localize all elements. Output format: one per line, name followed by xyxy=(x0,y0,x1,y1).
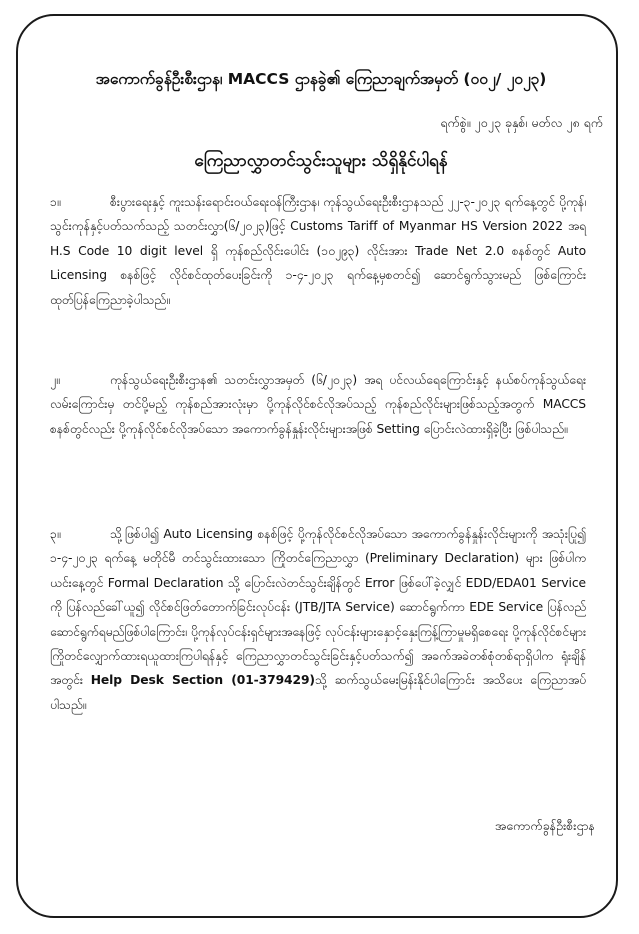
paragraph-number: ၃။ xyxy=(50,527,61,541)
announcement-title: ကြေညာလွှာတင်သွင်းသူများ သိရှိနိုင်ပါရန် xyxy=(194,151,448,171)
paragraph-text-end: သို့ ဆက်သွယ်မေးမြန်းနိုင်ပါကြောင်း အသိပေး ကြေညာအပ်ပါသည်။ xyxy=(50,673,586,712)
paragraph-2 xyxy=(50,368,586,441)
paragraph-1 xyxy=(50,190,586,312)
signature: အကောက်ခွန်ဦးစီးဌာန xyxy=(494,818,595,833)
paragraph-number: ၁။ xyxy=(50,195,61,209)
paragraph-text: စီးပွားရေးနှင့် ကူးသန်းရောင်းဝယ်ရေးဝန်ကြီးဌာန၊ ကုန်သွယ်ရေးဦးစီးဌာနသည် ၂၂-၃-၂၀၂၃ ရက်နေ့တွင် ပို့ကုန်၊ သွင်းကုန်နှင့်ပတ်သက်သည့် သတင်းလွှာ(၆/၂၀၂၃)ဖြင့် Customs Tariff of Myanmar HS Version 2022 အရ H.S Code 10 digit level ရှိ ကုန်စည်လိုင်းပေါင်း (၁၀၂၉၃) လိုင်းအား Trade Net 2.0 စနစ်တွင် Auto Licensing စနစ်ဖြင့် လိုင်စင်ထုတ်ပေးခြင်းကို ၁-၄-၂၀၂၃ ရက်နေ့မှစတင်၍ ဆောင်ရွက်သွားမည် ဖြစ်ကြောင်း ထုတ်ပြန်ကြေညာခဲ့ပါသည်။ xyxy=(50,195,586,307)
announcement-date: ရက်စွဲ။ ၂၀၂၃ ခုနှစ်၊ မတ်လ ၂၈ ရက် xyxy=(440,115,603,130)
paragraph-text: သို့ဖြစ်ပါ၍ Auto Licensing စနစ်ဖြင့် ပို့ကုန်လိုင်စင်လိုအပ်သော အကောက်ခွန်နှုန်းလိုင်းများကို အသုံးပြု၍ ၁-၄-၂၀၂၃ ရက်နေ့ မတိုင်မီ တင်သွင်းထားသော ကြိုတင်ကြေညာလွှာ (Preliminary Declaration) များ ဖြစ်ပါက ယင်းနေ့တွင် Formal Declaration သို့ ပြောင်းလဲတင်သွင်းချိန်တွင် Error ဖြစ်ပေါ်ခဲ့လျှင် EDD/EDA01 Service ကို ပြန်လည်ခေါ်ယူ၍ လိုင်စင်ဖြတ်တောက်ခြင်းလုပ်ငန်း (JTB/JTA Service) ဆောင်ရွက်ကာ EDE Service ပြန်လည်ဆောင်ရွက်ရမည်ဖြစ်ပါကြောင်း၊ ပို့ကုန်လုပ်ငန်းရှင်များအနေဖြင့် လုပ်ငန်းများနှောင့်နှေးကြန့်ကြာမှုမရှိစေရေး ပို့ကုန်လိုင်စင်များ ကြိုတင်လျှောက်ထားရယူထားကြပါရန်နှင့် ကြေညာလွှာတင်သွင်းခြင်းနှင့်ပတ်သက်၍ အခက်အခဲတစ်စုံတစ်ရာရှိပါက ရုံးချိန်အတွင်း xyxy=(50,527,586,688)
announcement-header: အကောက်ခွန်ဦးစီးဌာန၊ MACCS ဌာနခွဲ၏ ကြေညာချက်အမှတ် (၀၀၂/ ၂၀၂၃) xyxy=(95,70,547,88)
paragraph-number: ၂။ xyxy=(50,373,60,387)
paragraph-3 xyxy=(50,522,586,717)
paragraph-text: ကုန်သွယ်ရေးဦးစီးဌာန၏ သတင်းလွှာအမှတ် (၆/၂၀၂၃) အရ ပင်လယ်ရေကြောင်းနှင့် နယ်စပ်ကုန်သွယ်ရေးလမ်းကြောင်းမှ တင်ပို့မည့် ကုန်စည်အားလုံးမှာ ပို့ကုန်လိုင်စင်လိုအပ်သည့် ကုန်စည်လိုင်းများဖြစ်သည့်အတွက် MACCS စနစ်တွင်လည်း ပို့ကုန်လိုင်စင်လိုအပ်သော အကောက်ခွန်နှုန်းလိုင်းများအဖြစ် Setting ပြောင်းလဲထားရှိခဲ့ပြီး ဖြစ်ပါသည်။ xyxy=(50,373,586,436)
help-desk-contact: Help Desk Section (01-379429) xyxy=(90,673,315,688)
